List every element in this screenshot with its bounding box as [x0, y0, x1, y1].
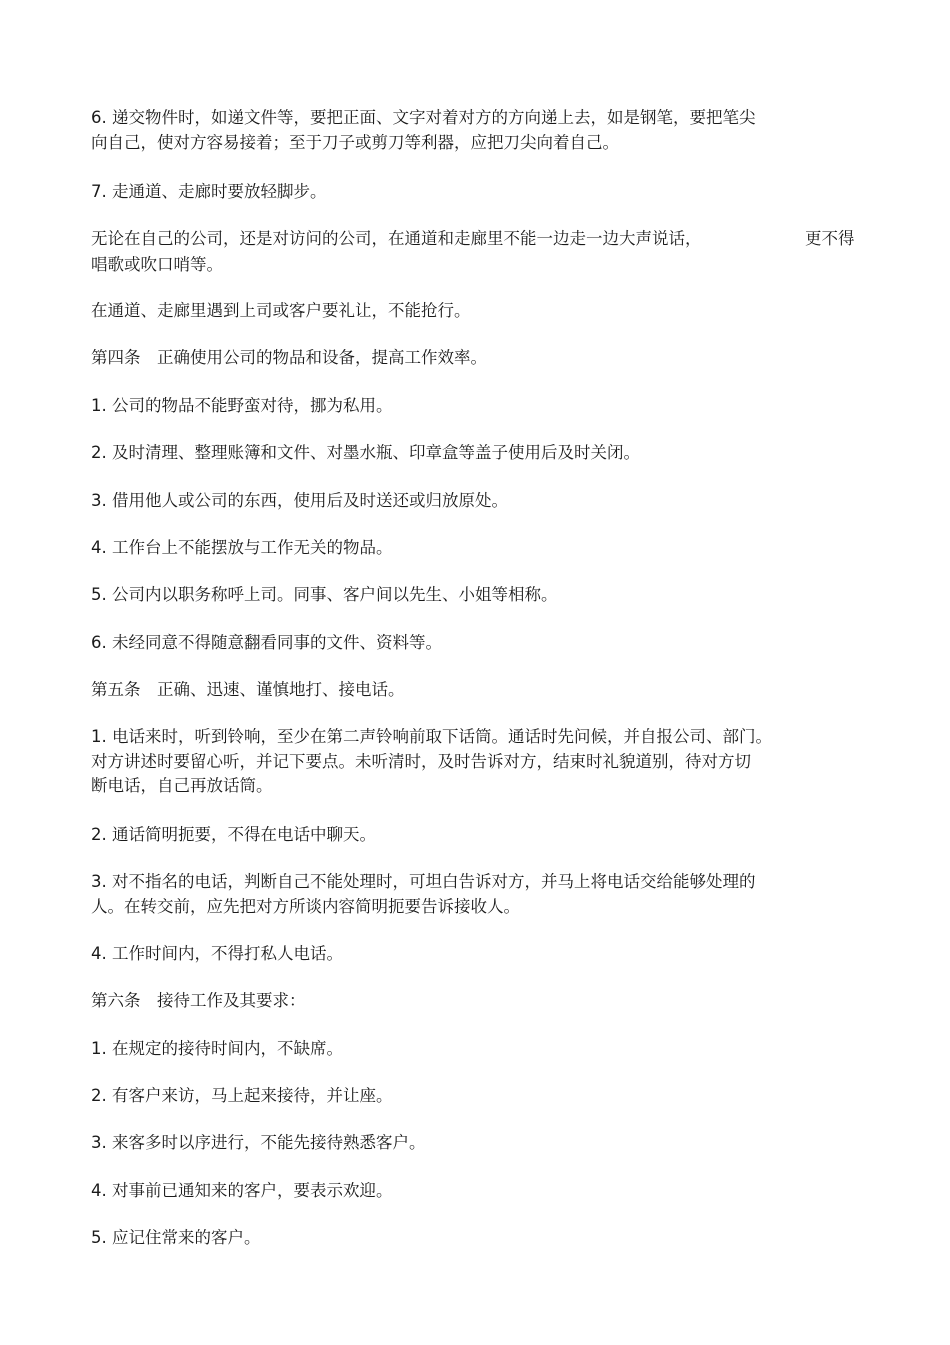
list-item: 1. 电话来时，听到铃响，至少在第二声铃响前取下话筒。通话时先问候，并自报公司、部门。	[91, 727, 772, 746]
paragraph-line: 唱歌或吹口哨等。	[91, 255, 223, 274]
list-item: 断电话，自己再放话筒。	[91, 776, 273, 795]
paragraph-line: 在通道、走廊里遇到上司或客户要礼让，不能抢行。	[91, 301, 471, 320]
section-heading: 第四条 正确使用公司的物品和设备，提高工作效率。	[91, 348, 487, 367]
paragraph-line-tail: 更不得	[805, 229, 855, 248]
list-item: 人。在转交前，应先把对方所谈内容简明扼要告诉接收人。	[91, 897, 520, 916]
section-heading: 第五条 正确、迅速、谨慎地打、接电话。	[91, 680, 405, 699]
list-item: 5. 应记住常来的客户。	[91, 1228, 261, 1247]
list-item: 2. 及时清理、整理账簿和文件、对墨水瓶、印章盒等盖子使用后及时关闭。	[91, 443, 640, 462]
list-item: 3. 借用他人或公司的东西，使用后及时送还或归放原处。	[91, 491, 508, 510]
paragraph-line: 无论在自己的公司，还是对访问的公司，在通道和走廊里不能一边走一边大声说话，	[91, 229, 702, 248]
section-heading: 第六条 接待工作及其要求：	[91, 991, 306, 1010]
list-item: 2. 有客户来访，马上起来接待，并让座。	[91, 1086, 393, 1105]
list-item: 5. 公司内以职务称呼上司。同事、客户间以先生、小姐等相称。	[91, 585, 558, 604]
list-item: 2. 通话简明扼要，不得在电话中聊天。	[91, 825, 376, 844]
list-item: 4. 对事前已通知来的客户，要表示欢迎。	[91, 1181, 393, 1200]
list-item: 4. 工作台上不能摆放与工作无关的物品。	[91, 538, 393, 557]
list-item: 4. 工作时间内，不得打私人电话。	[91, 944, 343, 963]
paragraph-line: 7. 走通道、走廊时要放轻脚步。	[91, 182, 327, 201]
paragraph-line: 6. 递交物件时，如递文件等，要把正面、文字对着对方的方向递上去，如是钢笔，要把笔尖	[91, 108, 756, 127]
list-item: 3. 来客多时以序进行，不能先接待熟悉客户。	[91, 1133, 426, 1152]
list-item: 6. 未经同意不得随意翻看同事的文件、资料等。	[91, 633, 442, 652]
list-item: 3. 对不指名的电话，判断自己不能处理时，可坦白告诉对方，并马上将电话交给能够处理的	[91, 872, 756, 891]
list-item: 对方讲述时要留心听，并记下要点。未听清时，及时告诉对方，结束时礼貌道别，待对方切	[91, 752, 751, 771]
paragraph-line: 向自己，使对方容易接着；至于刀子或剪刀等利器，应把刀尖向着自己。	[91, 133, 619, 152]
list-item: 1. 公司的物品不能野蛮对待，挪为私用。	[91, 396, 393, 415]
list-item: 1. 在规定的接待时间内，不缺席。	[91, 1039, 343, 1058]
